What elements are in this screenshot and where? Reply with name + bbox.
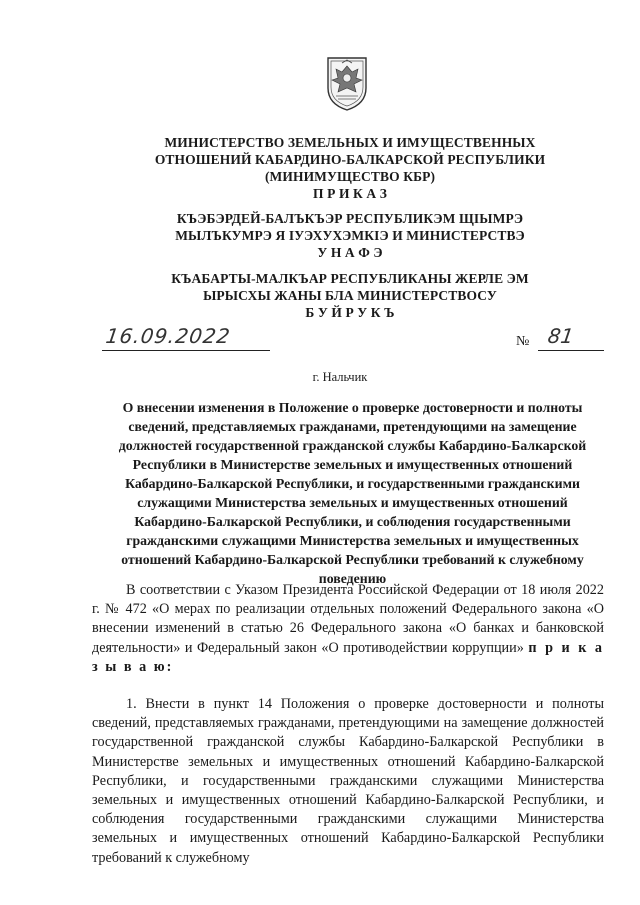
ministry-name-ru-line1: МИНИСТЕРСТВО ЗЕМЕЛЬНЫХ И ИМУЩЕСТВЕННЫХ: [164, 135, 536, 150]
ministry-short-name: (МИНИМУЩЕСТВО КБР): [264, 169, 436, 184]
order-title-krc: Б У Й Р У К Ъ: [305, 305, 395, 320]
order-date: 16.09.2022: [104, 324, 233, 348]
order-title-ru: П Р И К А З: [313, 186, 387, 201]
order-word: п р и к а з ы в а ю:: [92, 639, 605, 675]
date-field: [102, 324, 270, 351]
order-number: 81: [546, 324, 576, 348]
city: г. Нальчик: [312, 370, 368, 384]
ministry-name-kbd-line2: МЫЛЪКУМРЭ Я IУЭХУХЭМКIЭ И МИНИСТЕРСТВЭ: [175, 228, 525, 243]
ministry-name-krc-line1: КЪАБАРТЫ-МАЛКЪАР РЕСПУБЛИКАНЫ ЖЕРЛЕ ЭМ: [171, 271, 529, 286]
preamble-paragraph: [92, 581, 604, 677]
header-balkar: [0, 270, 640, 321]
coat-of-arms-icon: [326, 54, 368, 112]
preamble-text: В соответствии с Указом Президента Российской Федерации от 18 июля 2022 г. № 472 «О мерах по реализации отдельных положений Федерального закона «О внесении изменений в статью 26 Федерального закона «О банках и банковской деятельности» и Федеральный закон «О противодействии коррупции»: [92, 582, 604, 656]
item-1-paragraph: 1. Внести в пункт 14 Положения о проверке достоверности и полноты сведений, представляемых гражданами, претендующими на замещение должностей государственной гражданской службы Кабардино-Балкарской Республики в Министерстве земельных и имущественных отношений Кабардино-Балкарской Республики, и государственными гражданскими служащими Министерства земельных и имущественных отношений Кабардино-Балкарской Республики, и соблюдения государственными гражданскими служащими Министерства земельных и имущественных отношений Кабардино-Балкарской Республики требований к служебному: [92, 696, 604, 866]
ministry-name-krc-line2: ЫРЫСХЫ ЖАНЫ БЛА МИНИСТЕРСТВОСУ: [203, 288, 497, 303]
ministry-name-ru-line2: ОТНОШЕНИЙ КАБАРДИНО-БАЛКАРСКОЙ РЕСПУБЛИКИ: [154, 152, 546, 167]
order-title-kbd: У Н А Ф Э: [317, 245, 383, 260]
header-kabardian: [0, 210, 640, 261]
order-title: О внесении изменения в Положение о проверке достоверности и полноты сведений, представляемых гражданами, претендующими на замещение должностей государственной гражданской службы Кабардино-Балкарской Республики в Министерстве земельных и имущественных отношений Кабардино-Балкарской Республики, и государственными гражданскими служащими Министерства земельных и имущественных отношений Кабардино-Балкарской Республики, и соблюдения государственными гражданскими служащими Министерства земельных и имущественных отношений Кабардино-Балкарской Республики требований к служебному поведению: [118, 400, 587, 586]
header-russian: [0, 134, 640, 202]
ministry-name-kbd-line1: КЪЭБЭРДЕЙ-БАЛЪКЪЭР РЕСПУБЛИКЭМ ЩIЫМРЭ: [176, 211, 524, 226]
number-field: [538, 324, 604, 351]
number-label: №: [516, 334, 530, 349]
